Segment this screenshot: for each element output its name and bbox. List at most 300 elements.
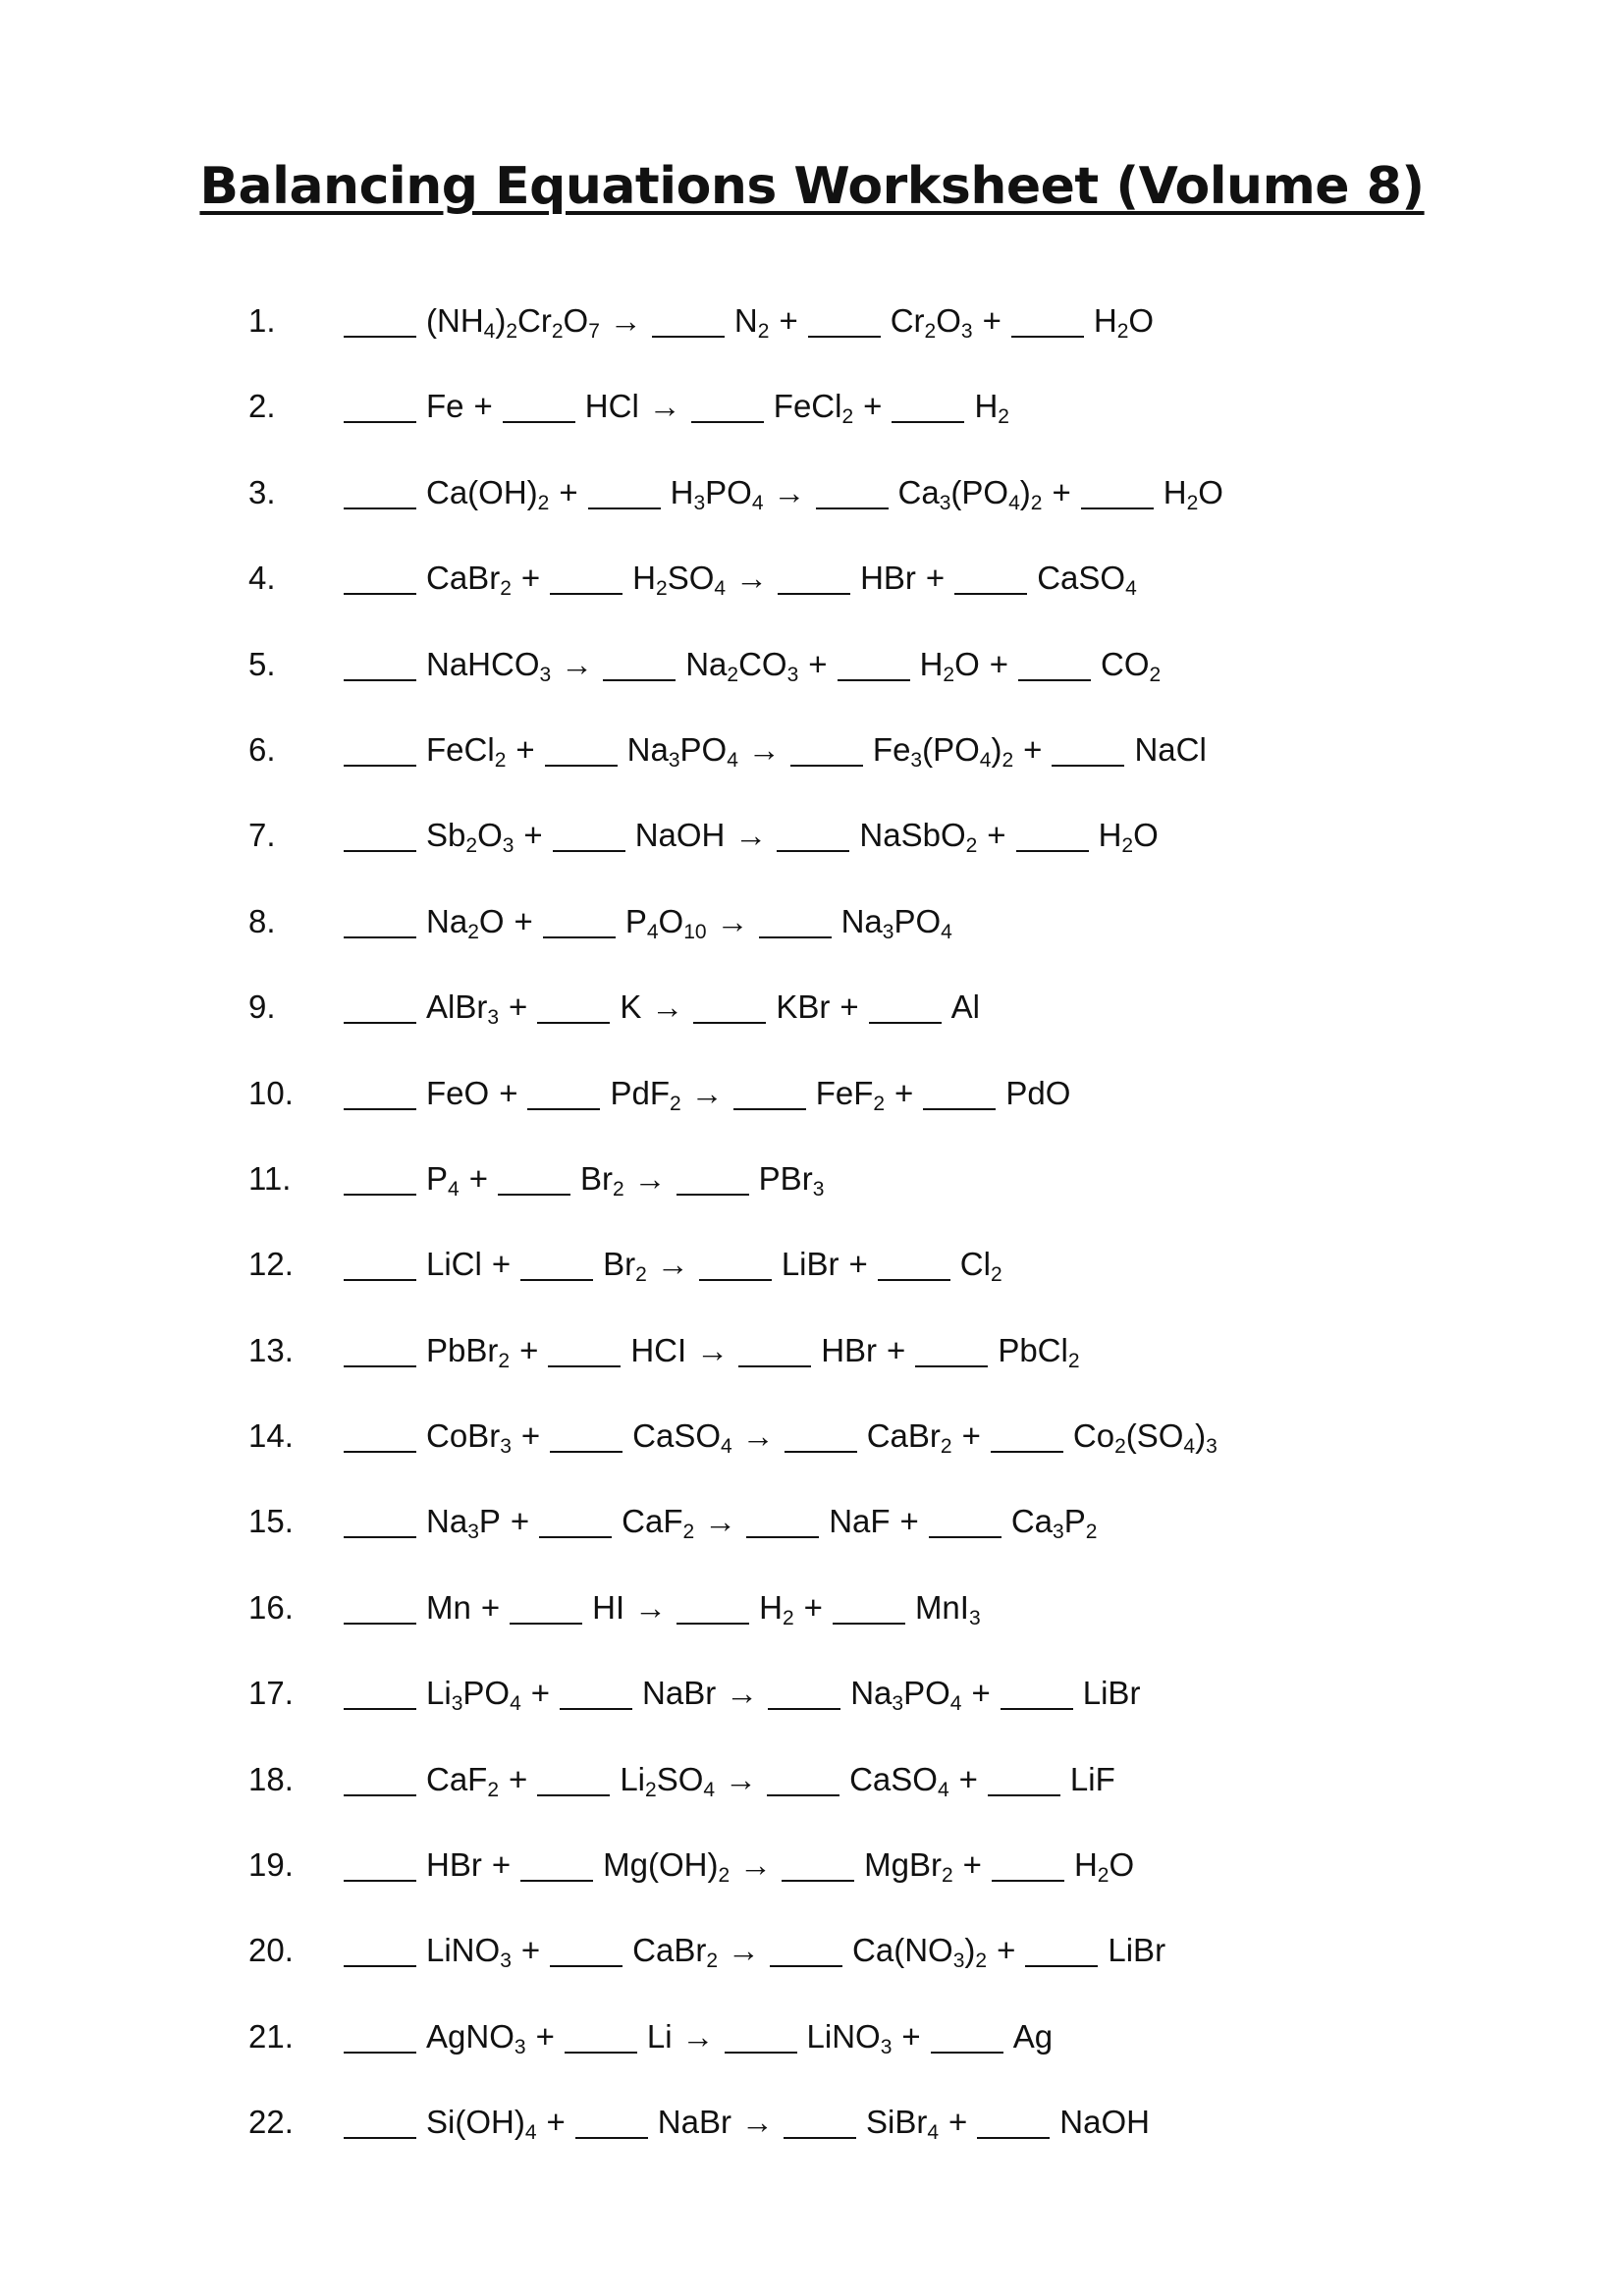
chemical-formula <box>426 817 514 858</box>
coefficient-blank[interactable] <box>1052 725 1124 767</box>
formula-subscript: 2 <box>645 1778 657 1801</box>
coefficient-blank[interactable] <box>991 1412 1063 1453</box>
plus-sign: + <box>491 1846 512 1884</box>
formula-text: Fe <box>426 388 464 425</box>
chemical-formula <box>426 1760 500 1801</box>
formula-text: PO <box>705 473 752 510</box>
coefficient-blank[interactable] <box>869 983 942 1024</box>
plus-sign: + <box>982 302 1001 339</box>
formula-subscript: 3 <box>786 663 799 686</box>
chemical-formula <box>1005 1075 1070 1111</box>
formula-text: Cl <box>959 1246 991 1283</box>
coefficient-blank[interactable] <box>1011 296 1084 338</box>
coefficient-blank[interactable] <box>588 468 661 509</box>
formula-text: O <box>1133 817 1159 854</box>
equation-number: 11. <box>248 1159 292 1197</box>
coefficient-blank[interactable] <box>746 1497 819 1538</box>
chemical-formula <box>426 1503 501 1544</box>
coefficient-blank[interactable] <box>954 554 1027 595</box>
coefficient-blank[interactable] <box>988 1755 1060 1796</box>
formula-subscript: 10 <box>683 920 707 943</box>
formula-subscript: 3 <box>500 1949 512 1973</box>
equation-number: 13. <box>248 1331 294 1368</box>
formula-text: LiBr <box>1082 1675 1141 1712</box>
formula-text: O <box>477 817 503 854</box>
yields-arrow: → <box>739 1846 773 1884</box>
coefficient-blank[interactable] <box>550 1926 623 1967</box>
coefficient-blank[interactable] <box>738 1326 811 1367</box>
chemical-formula <box>647 2018 673 2055</box>
chemical-formula <box>426 1417 512 1459</box>
chemical-formula <box>670 473 764 514</box>
chemical-formula <box>773 388 854 429</box>
formula-subscript: 3 <box>952 1949 965 1973</box>
equation <box>344 1664 1140 1723</box>
coefficient-blank[interactable] <box>691 382 764 423</box>
yields-arrow: → <box>690 1074 724 1111</box>
equation-row <box>0 1921 1624 2006</box>
coefficient-blank[interactable] <box>344 725 416 767</box>
chemical-formula <box>850 1675 962 1716</box>
formula-text: CoBr <box>426 1417 501 1455</box>
coefficient-blank[interactable] <box>931 2012 1003 2054</box>
coefficient-blank[interactable] <box>344 897 416 938</box>
formula-text: P <box>426 1159 449 1197</box>
chemical-formula <box>1083 1675 1141 1711</box>
coefficient-blank[interactable] <box>539 1497 612 1538</box>
plus-sign: + <box>989 645 1009 682</box>
coefficient-blank[interactable] <box>923 1069 996 1110</box>
formula-text: PbCl <box>998 1331 1068 1368</box>
formula-subscript: 2 <box>1085 1521 1098 1544</box>
formula-subscript: 2 <box>975 1949 988 1973</box>
formula-subscript: 7 <box>588 320 600 343</box>
formula-text: LiNO <box>426 1932 501 1969</box>
chemical-formula <box>829 1503 890 1539</box>
formula-text: Br <box>603 1246 636 1283</box>
yields-arrow: → <box>656 1246 689 1283</box>
plus-sign: + <box>962 1846 982 1884</box>
chemical-formula <box>806 2017 893 2058</box>
formula-text: SO <box>667 560 715 597</box>
coefficient-blank[interactable] <box>344 1326 416 1367</box>
equation-row <box>0 978 1624 1063</box>
formula-subscript: 2 <box>1121 834 1134 858</box>
coefficient-blank[interactable] <box>1081 468 1154 509</box>
plus-sign: + <box>514 902 533 939</box>
equation-number: 15. <box>248 1503 294 1540</box>
equation-number: 12. <box>248 1246 294 1283</box>
formula-text: LiNO <box>806 2017 881 2055</box>
plus-sign: + <box>509 1760 528 1797</box>
coefficient-blank[interactable] <box>498 1154 570 1196</box>
chemical-formula <box>1108 1932 1165 1968</box>
formula-subscript: 4 <box>483 320 496 343</box>
formula-subscript: 3 <box>892 1692 904 1716</box>
coefficient-blank[interactable] <box>693 983 766 1024</box>
chemical-formula <box>951 988 980 1025</box>
chemical-formula <box>897 473 1043 514</box>
formula-text: Co <box>1072 1417 1115 1455</box>
chemical-formula <box>585 388 639 424</box>
coefficient-blank[interactable] <box>344 983 416 1024</box>
chemical-formula <box>426 560 512 601</box>
chemical-formula <box>859 817 978 858</box>
formula-text: O <box>658 902 684 939</box>
chemical-formula <box>620 1760 716 1801</box>
formula-text: MnI <box>914 1588 969 1626</box>
equation-row <box>0 721 1624 806</box>
formula-text: SiBr <box>865 2104 928 2141</box>
chemical-formula <box>426 1075 489 1111</box>
formula-text: PbBr <box>426 1331 499 1368</box>
equation <box>344 806 1159 865</box>
formula-text: Cr <box>517 302 552 339</box>
coefficient-blank[interactable] <box>344 2012 416 2054</box>
coefficient-blank[interactable] <box>784 2098 856 2139</box>
plus-sign: + <box>808 645 828 682</box>
formula-subscript: 2 <box>506 320 518 343</box>
coefficient-blank[interactable] <box>778 554 850 595</box>
formula-text: Ca <box>1010 1503 1054 1540</box>
chemical-formula <box>426 902 505 943</box>
coefficient-blank[interactable] <box>816 468 889 509</box>
coefficient-blank[interactable] <box>545 725 618 767</box>
formula-subscript: 2 <box>537 491 550 514</box>
coefficient-blank[interactable] <box>878 1240 950 1281</box>
formula-text: LiBr <box>1108 1932 1166 1969</box>
coefficient-blank[interactable] <box>344 1412 416 1453</box>
plus-sign: + <box>899 1503 919 1540</box>
coefficient-blank[interactable] <box>543 897 616 938</box>
chemical-formula <box>620 988 641 1025</box>
coefficient-blank[interactable] <box>344 1926 416 1967</box>
equation <box>344 1492 1097 1551</box>
plus-sign: + <box>887 1331 906 1368</box>
formula-subscript: 4 <box>703 1778 716 1801</box>
formula-subscript: 2 <box>500 577 512 601</box>
formula-text: CaF <box>426 1760 488 1797</box>
plus-sign: + <box>499 1074 518 1111</box>
formula-subscript: 2 <box>965 834 978 858</box>
equation-number: 2. <box>248 388 276 425</box>
coefficient-blank[interactable] <box>344 1841 416 1882</box>
formula-text: HBr <box>426 1846 482 1884</box>
coefficient-blank[interactable] <box>344 1154 416 1196</box>
formula-text: CaBr <box>866 1417 941 1455</box>
coefficient-blank[interactable] <box>777 811 849 852</box>
coefficient-blank[interactable] <box>520 1240 593 1281</box>
yields-arrow: → <box>728 1932 761 1969</box>
formula-text: H <box>759 1588 783 1626</box>
yields-arrow: → <box>696 1331 730 1368</box>
chemical-formula <box>759 1588 794 1629</box>
coefficient-blank[interactable] <box>553 811 625 852</box>
chemical-formula <box>1013 2018 1053 2055</box>
coefficient-blank[interactable] <box>790 725 863 767</box>
formula-text: Al <box>950 988 980 1026</box>
coefficient-blank[interactable] <box>344 468 416 509</box>
formula-subscript: 3 <box>812 1177 825 1201</box>
equation <box>344 1321 1080 1380</box>
equation-row <box>0 1664 1624 1749</box>
coefficient-blank[interactable] <box>808 296 881 338</box>
coefficient-blank[interactable] <box>677 1154 749 1196</box>
formula-subscript: 2 <box>1114 1435 1126 1459</box>
chemical-formula <box>426 1246 482 1282</box>
coefficient-blank[interactable] <box>550 1412 623 1453</box>
chemical-formula <box>890 302 973 343</box>
coefficient-blank[interactable] <box>344 382 416 423</box>
formula-text: N <box>733 302 758 339</box>
coefficient-blank[interactable] <box>344 811 416 852</box>
plus-sign: + <box>925 560 946 597</box>
formula-text: Ag <box>1012 2017 1054 2055</box>
plus-sign: + <box>961 1417 981 1455</box>
chemical-formula <box>635 817 726 853</box>
formula-subscript: 4 <box>510 1692 521 1716</box>
coefficient-blank[interactable] <box>759 897 832 938</box>
formula-text: Mg(OH) <box>603 1846 719 1884</box>
formula-subscript: 4 <box>949 1692 962 1716</box>
formula-text: LiF <box>1069 1760 1115 1797</box>
coefficient-blank[interactable] <box>510 1583 582 1625</box>
coefficient-blank[interactable] <box>560 1669 632 1710</box>
formula-text: HI <box>592 1588 625 1626</box>
coefficient-blank[interactable] <box>767 1755 839 1796</box>
formula-text: O <box>954 645 980 682</box>
coefficient-blank[interactable] <box>733 1069 806 1110</box>
plus-sign: + <box>523 817 543 854</box>
coefficient-blank[interactable] <box>833 1583 905 1625</box>
coefficient-blank[interactable] <box>575 2098 648 2139</box>
coefficient-blank[interactable] <box>503 382 575 423</box>
plus-sign: + <box>468 1159 488 1197</box>
coefficient-blank[interactable] <box>677 1583 749 1625</box>
formula-text: Na <box>685 645 728 682</box>
formula-text: Ca(NO <box>852 1932 953 1969</box>
formula-subscript: 2 <box>782 1606 794 1629</box>
formula-subscript: 2 <box>1186 491 1199 514</box>
chemical-formula <box>426 2017 526 2058</box>
equation <box>344 978 980 1037</box>
plus-sign: + <box>901 2017 921 2055</box>
formula-text: Na <box>426 902 468 939</box>
formula-text: Na <box>426 1503 468 1540</box>
coefficient-blank[interactable] <box>344 640 416 681</box>
plus-sign: + <box>491 1246 512 1283</box>
formula-subscript: 2 <box>1097 1864 1110 1888</box>
coefficient-blank[interactable] <box>550 554 623 595</box>
formula-subscript: 2 <box>465 834 478 858</box>
chemical-formula <box>758 1159 825 1201</box>
formula-text: PO <box>679 730 728 768</box>
coefficient-blank[interactable] <box>344 1669 416 1710</box>
coefficient-blank[interactable] <box>768 1669 840 1710</box>
coefficient-blank[interactable] <box>785 1412 857 1453</box>
formula-text: ) <box>1019 473 1031 510</box>
formula-text: Li <box>620 1760 645 1797</box>
formula-text: HBr <box>860 560 916 597</box>
chemical-formula <box>849 1760 949 1801</box>
formula-text: NaOH <box>1059 2104 1150 2141</box>
chemical-formula <box>685 645 799 686</box>
equation-number: 17. <box>248 1675 294 1712</box>
formula-text: K <box>620 988 642 1026</box>
formula-subscript: 3 <box>960 320 973 343</box>
formula-text: O <box>1198 473 1223 510</box>
formula-subscript: 2 <box>757 320 770 343</box>
coefficient-blank[interactable] <box>520 1841 593 1882</box>
chemical-formula <box>579 1159 624 1201</box>
formula-subscript: 3 <box>882 920 894 943</box>
equation-number: 21. <box>248 2017 294 2055</box>
equation-row <box>0 635 1624 721</box>
equation-number: 10. <box>248 1074 294 1111</box>
formula-subscript: 3 <box>539 663 552 686</box>
coefficient-blank[interactable] <box>603 640 676 681</box>
formula-text: Sb <box>426 817 466 854</box>
chemical-formula <box>630 1332 686 1368</box>
coefficient-blank[interactable] <box>1018 640 1091 681</box>
coefficient-blank[interactable] <box>344 2098 416 2139</box>
formula-text: P <box>624 902 647 939</box>
formula-text: H <box>919 645 944 682</box>
chemical-formula <box>860 560 916 596</box>
chemical-formula <box>1010 1503 1098 1544</box>
formula-subscript: 3 <box>939 491 951 514</box>
formula-text: P <box>478 1503 501 1540</box>
chemical-formula <box>610 1074 681 1115</box>
chemical-formula <box>840 902 952 943</box>
coefficient-blank[interactable] <box>782 1841 854 1882</box>
formula-subscript: 2 <box>940 1435 952 1459</box>
plus-sign: + <box>473 388 493 425</box>
formula-text: CaSO <box>632 1417 722 1455</box>
formula-text: H <box>632 560 656 597</box>
equation-row <box>0 1235 1624 1320</box>
formula-subscript: 3 <box>1206 1435 1218 1459</box>
coefficient-blank[interactable] <box>1025 1926 1098 1967</box>
chemical-formula <box>919 645 980 686</box>
coefficient-blank[interactable] <box>977 2098 1050 2139</box>
formula-text: CaF <box>622 1503 683 1540</box>
formula-text: (PO <box>922 730 980 768</box>
chemical-formula <box>426 302 600 343</box>
formula-text: O <box>936 302 961 339</box>
coefficient-blank[interactable] <box>892 382 964 423</box>
chemical-formula <box>864 1846 953 1888</box>
formula-text: H <box>1073 1846 1098 1884</box>
equation <box>344 2093 1150 2152</box>
chemical-formula <box>658 2104 731 2140</box>
coefficient-blank[interactable] <box>344 1069 416 1110</box>
chemical-formula <box>998 1331 1080 1372</box>
plus-sign: + <box>987 817 1006 854</box>
equation-list <box>0 292 1624 2179</box>
coefficient-blank[interactable] <box>344 296 416 338</box>
plus-sign: + <box>559 473 578 510</box>
formula-text: FeF <box>815 1074 874 1111</box>
equation-row <box>0 1492 1624 1577</box>
formula-subscript: 3 <box>968 1606 981 1629</box>
coefficient-blank[interactable] <box>548 1326 621 1367</box>
formula-subscript: 2 <box>727 663 739 686</box>
yields-arrow: → <box>609 302 642 339</box>
formula-subscript: 4 <box>1125 577 1137 601</box>
equation-number: 18. <box>248 1760 294 1797</box>
coefficient-blank[interactable] <box>1016 811 1089 852</box>
equation-number: 9. <box>248 988 276 1026</box>
equation-row <box>0 1407 1624 1492</box>
formula-text: O <box>1109 1846 1135 1884</box>
chemical-formula <box>426 645 552 686</box>
coefficient-blank[interactable] <box>699 1240 772 1281</box>
plus-sign: + <box>520 560 541 597</box>
formula-text: NaBr <box>657 2104 731 2141</box>
chemical-formula <box>866 1417 952 1459</box>
formula-text: H <box>974 388 999 425</box>
formula-subscript: 2 <box>498 1349 511 1372</box>
coefficient-blank[interactable] <box>838 640 910 681</box>
coefficient-blank[interactable] <box>770 1926 842 1967</box>
chemical-formula <box>974 388 1009 429</box>
coefficient-blank[interactable] <box>992 1841 1064 1882</box>
equation <box>344 292 1154 350</box>
coefficient-blank[interactable] <box>915 1326 988 1367</box>
coefficient-blank[interactable] <box>1001 1669 1073 1710</box>
formula-text: P <box>1063 1503 1086 1540</box>
yields-arrow: → <box>633 1159 667 1197</box>
formula-subscript: 2 <box>494 748 507 772</box>
chemical-formula <box>632 560 727 601</box>
plus-sign: + <box>546 2104 566 2141</box>
formula-text: Ca(OH) <box>426 473 538 510</box>
formula-subscript: 2 <box>943 663 955 686</box>
coefficient-blank[interactable] <box>344 1497 416 1538</box>
chemical-formula <box>426 473 550 514</box>
formula-subscript: 2 <box>612 1177 624 1201</box>
coefficient-blank[interactable] <box>344 1583 416 1625</box>
formula-subscript: 4 <box>721 1435 732 1459</box>
formula-text: LiBr <box>781 1246 839 1283</box>
coefficient-blank[interactable] <box>344 1240 416 1281</box>
plus-sign: + <box>480 1588 501 1626</box>
coefficient-blank[interactable] <box>344 554 416 595</box>
equation <box>344 721 1207 779</box>
chemical-formula <box>733 302 770 343</box>
coefficient-blank[interactable] <box>344 1755 416 1796</box>
equation-number: 5. <box>248 645 276 682</box>
formula-text: HCI <box>630 1331 687 1368</box>
chemical-formula <box>426 388 464 424</box>
formula-subscript: 2 <box>467 920 479 943</box>
coefficient-blank[interactable] <box>537 1755 610 1796</box>
coefficient-blank[interactable] <box>725 2012 797 2054</box>
chemical-formula <box>872 730 1014 772</box>
coefficient-blank[interactable] <box>565 2012 637 2054</box>
formula-subscript: 2 <box>1149 663 1162 686</box>
coefficient-blank[interactable] <box>537 983 610 1024</box>
equation-number: 1. <box>248 302 276 339</box>
yields-arrow: → <box>716 902 749 939</box>
coefficient-blank[interactable] <box>527 1069 600 1110</box>
coefficient-blank[interactable] <box>652 296 725 338</box>
chemical-formula <box>776 988 830 1025</box>
formula-text: PO <box>462 1675 511 1712</box>
coefficient-blank[interactable] <box>929 1497 1001 1538</box>
formula-subscript: 4 <box>1183 1435 1196 1459</box>
